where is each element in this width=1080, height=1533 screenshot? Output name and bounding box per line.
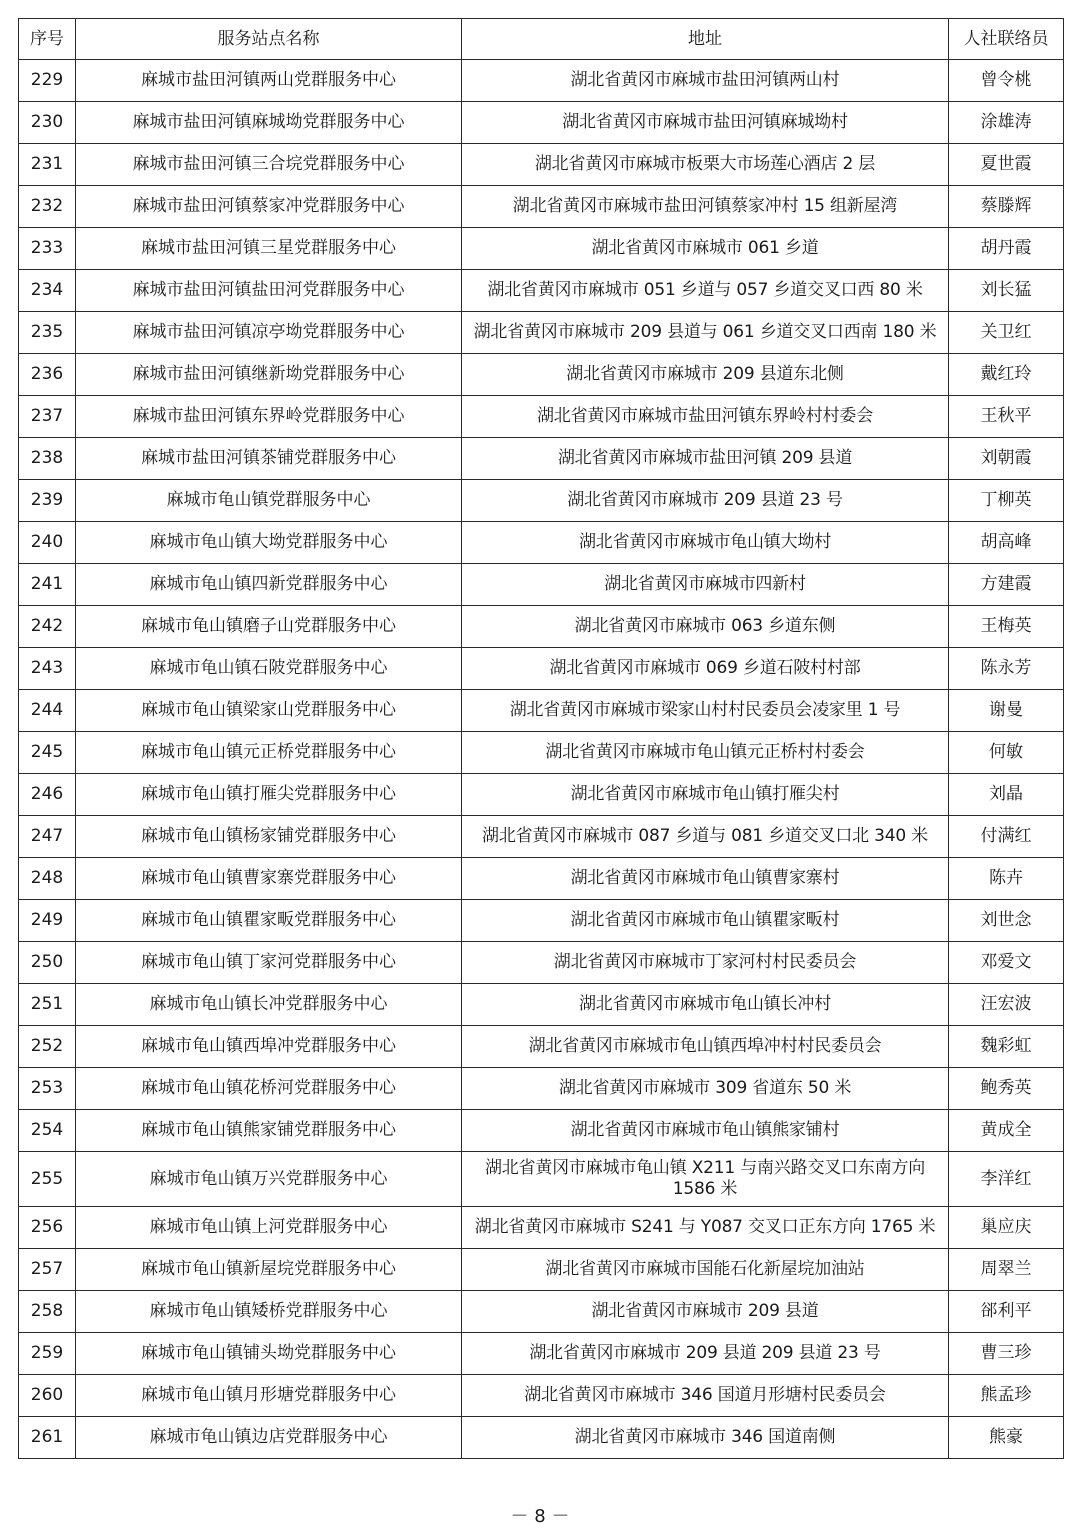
cell-contact: 刘朝霞: [949, 438, 1064, 480]
cell-station-name: 麻城市龟山镇西埠冲党群服务中心: [76, 1026, 462, 1068]
cell-contact: 涂雄涛: [949, 102, 1064, 144]
cell-contact: 蔡滕辉: [949, 186, 1064, 228]
cell-contact: 陈卉: [949, 858, 1064, 900]
cell-serial-no: 229: [19, 60, 76, 102]
cell-address: 湖北省黄冈市麻城市盐田河镇麻城坳村: [462, 102, 949, 144]
table-row: [19, 102, 1064, 144]
cell-station-name: 麻城市龟山镇瞿家畈党群服务中心: [76, 900, 462, 942]
cell-contact: 谢曼: [949, 690, 1064, 732]
cell-contact: 王秋平: [949, 396, 1064, 438]
cell-contact: 胡高峰: [949, 522, 1064, 564]
cell-address: 湖北省黄冈市麻城市国能石化新屋垸加油站: [462, 1249, 949, 1291]
cell-station-name: 麻城市龟山镇杨家铺党群服务中心: [76, 816, 462, 858]
cell-serial-no: 241: [19, 564, 76, 606]
cell-serial-no: 237: [19, 396, 76, 438]
cell-station-name: 麻城市盐田河镇盐田河党群服务中心: [76, 270, 462, 312]
table-row: [19, 942, 1064, 984]
cell-address: 湖北省黄冈市麻城市丁家河村村民委员会: [462, 942, 949, 984]
service-station-table: [18, 18, 1064, 1459]
cell-station-name: 麻城市盐田河镇继新坳党群服务中心: [76, 354, 462, 396]
cell-contact: 付满红: [949, 816, 1064, 858]
cell-address: 湖北省黄冈市麻城市四新村: [462, 564, 949, 606]
table-row: [19, 1026, 1064, 1068]
table-row: [19, 984, 1064, 1026]
table-row: [19, 438, 1064, 480]
table-header-row: [19, 19, 1064, 60]
cell-serial-no: 250: [19, 942, 76, 984]
header-address: 地址: [462, 19, 949, 60]
cell-station-name: 麻城市龟山镇花桥河党群服务中心: [76, 1068, 462, 1110]
table-row: [19, 690, 1064, 732]
cell-serial-no: 231: [19, 144, 76, 186]
cell-contact: 熊孟珍: [949, 1375, 1064, 1417]
cell-station-name: 麻城市盐田河镇三星党群服务中心: [76, 228, 462, 270]
table-row: [19, 1207, 1064, 1249]
cell-address: 湖北省黄冈市麻城市 209 县道 209 县道 23 号: [462, 1333, 949, 1375]
cell-address: 湖北省黄冈市麻城市 051 乡道与 057 乡道交叉口西 80 米: [462, 270, 949, 312]
cell-contact: 曾令桃: [949, 60, 1064, 102]
cell-address: 湖北省黄冈市麻城市 069 乡道石陂村村部: [462, 648, 949, 690]
cell-contact: 丁柳英: [949, 480, 1064, 522]
cell-contact: 汪宏波: [949, 984, 1064, 1026]
table-row: [19, 396, 1064, 438]
cell-address: 湖北省黄冈市麻城市盐田河镇东界岭村村委会: [462, 396, 949, 438]
cell-station-name: 麻城市盐田河镇麻城坳党群服务中心: [76, 102, 462, 144]
cell-address: 湖北省黄冈市麻城市 346 国道南侧: [462, 1417, 949, 1459]
table-row: [19, 480, 1064, 522]
table-row: [19, 732, 1064, 774]
cell-serial-no: 240: [19, 522, 76, 564]
cell-station-name: 麻城市龟山镇党群服务中心: [76, 480, 462, 522]
table-row: [19, 270, 1064, 312]
cell-station-name: 麻城市龟山镇元正桥党群服务中心: [76, 732, 462, 774]
cell-contact: 郤利平: [949, 1291, 1064, 1333]
cell-address: 湖北省黄冈市麻城市 087 乡道与 081 乡道交叉口北 340 米: [462, 816, 949, 858]
cell-contact: 刘长猛: [949, 270, 1064, 312]
table-row: [19, 1375, 1064, 1417]
table-row: [19, 900, 1064, 942]
cell-station-name: 麻城市龟山镇石陂党群服务中心: [76, 648, 462, 690]
cell-address: 湖北省黄冈市麻城市盐田河镇两山村: [462, 60, 949, 102]
cell-serial-no: 260: [19, 1375, 76, 1417]
table-row: [19, 1333, 1064, 1375]
header-contact: 人社联络员: [949, 19, 1064, 60]
cell-serial-no: 248: [19, 858, 76, 900]
table-row: [19, 144, 1064, 186]
header-station-name: 服务站点名称: [76, 19, 462, 60]
cell-station-name: 麻城市龟山镇梁家山党群服务中心: [76, 690, 462, 732]
cell-station-name: 麻城市龟山镇打雁尖党群服务中心: [76, 774, 462, 816]
cell-serial-no: 251: [19, 984, 76, 1026]
cell-address: 湖北省黄冈市麻城市龟山镇打雁尖村: [462, 774, 949, 816]
cell-contact: 魏彩虹: [949, 1026, 1064, 1068]
cell-serial-no: 243: [19, 648, 76, 690]
cell-serial-no: 234: [19, 270, 76, 312]
cell-address: 湖北省黄冈市麻城市 209 县道与 061 乡道交叉口西南 180 米: [462, 312, 949, 354]
cell-station-name: 麻城市龟山镇矮桥党群服务中心: [76, 1291, 462, 1333]
cell-station-name: 麻城市盐田河镇茶铺党群服务中心: [76, 438, 462, 480]
cell-serial-no: 257: [19, 1249, 76, 1291]
cell-serial-no: 239: [19, 480, 76, 522]
cell-address: 湖北省黄冈市麻城市 209 县道 23 号: [462, 480, 949, 522]
table-row: [19, 858, 1064, 900]
table-row: [19, 606, 1064, 648]
table-row: [19, 648, 1064, 690]
cell-serial-no: 258: [19, 1291, 76, 1333]
cell-serial-no: 236: [19, 354, 76, 396]
cell-station-name: 麻城市盐田河镇蔡家冲党群服务中心: [76, 186, 462, 228]
cell-address: 湖北省黄冈市麻城市梁家山村村民委员会凌家里 1 号: [462, 690, 949, 732]
cell-address: 湖北省黄冈市麻城市 063 乡道东侧: [462, 606, 949, 648]
cell-station-name: 麻城市盐田河镇凉亭坳党群服务中心: [76, 312, 462, 354]
cell-station-name: 麻城市龟山镇丁家河党群服务中心: [76, 942, 462, 984]
table-row: [19, 1249, 1064, 1291]
table-row: [19, 1417, 1064, 1459]
cell-address: 湖北省黄冈市麻城市龟山镇西埠冲村村民委员会: [462, 1026, 949, 1068]
cell-contact: 胡丹霞: [949, 228, 1064, 270]
cell-contact: 熊豪: [949, 1417, 1064, 1459]
cell-serial-no: 235: [19, 312, 76, 354]
cell-address: 湖北省黄冈市麻城市龟山镇 X211 与南兴路交叉口东南方向 1586 米: [462, 1152, 949, 1207]
cell-serial-no: 244: [19, 690, 76, 732]
table-row: [19, 522, 1064, 564]
cell-address: 湖北省黄冈市麻城市龟山镇大坳村: [462, 522, 949, 564]
cell-address: 湖北省黄冈市麻城市龟山镇熊家铺村: [462, 1110, 949, 1152]
table-row: [19, 60, 1064, 102]
cell-contact: 王梅英: [949, 606, 1064, 648]
cell-address: 湖北省黄冈市麻城市盐田河镇蔡家冲村 15 组新屋湾: [462, 186, 949, 228]
cell-contact: 曹三珍: [949, 1333, 1064, 1375]
cell-station-name: 麻城市龟山镇铺头坳党群服务中心: [76, 1333, 462, 1375]
cell-station-name: 麻城市盐田河镇东界岭党群服务中心: [76, 396, 462, 438]
table-row: [19, 1152, 1064, 1207]
cell-station-name: 麻城市龟山镇新屋垸党群服务中心: [76, 1249, 462, 1291]
cell-address: 湖北省黄冈市麻城市 309 省道东 50 米: [462, 1068, 949, 1110]
cell-serial-no: 259: [19, 1333, 76, 1375]
cell-contact: 戴红玲: [949, 354, 1064, 396]
table-row: [19, 186, 1064, 228]
cell-contact: 陈永芳: [949, 648, 1064, 690]
cell-serial-no: 253: [19, 1068, 76, 1110]
cell-address: 湖北省黄冈市麻城市 209 县道东北侧: [462, 354, 949, 396]
cell-serial-no: 247: [19, 816, 76, 858]
cell-serial-no: 252: [19, 1026, 76, 1068]
cell-serial-no: 230: [19, 102, 76, 144]
page-number: － 8 －: [510, 1506, 570, 1527]
table-row: [19, 564, 1064, 606]
cell-contact: 关卫红: [949, 312, 1064, 354]
table-row: [19, 312, 1064, 354]
table-row: [19, 1068, 1064, 1110]
cell-contact: 李洋红: [949, 1152, 1064, 1207]
cell-station-name: 麻城市龟山镇万兴党群服务中心: [76, 1152, 462, 1207]
cell-serial-no: 256: [19, 1207, 76, 1249]
cell-contact: 刘世念: [949, 900, 1064, 942]
table-row: [19, 1110, 1064, 1152]
cell-address: 湖北省黄冈市麻城市龟山镇长冲村: [462, 984, 949, 1026]
cell-serial-no: 255: [19, 1152, 76, 1207]
cell-address: 湖北省黄冈市麻城市龟山镇曹家寨村: [462, 858, 949, 900]
table-row: [19, 354, 1064, 396]
cell-station-name: 麻城市龟山镇熊家铺党群服务中心: [76, 1110, 462, 1152]
cell-serial-no: 245: [19, 732, 76, 774]
cell-contact: 黄成全: [949, 1110, 1064, 1152]
header-serial-no: 序号: [19, 19, 76, 60]
cell-contact: 方建霞: [949, 564, 1064, 606]
cell-serial-no: 261: [19, 1417, 76, 1459]
cell-station-name: 麻城市盐田河镇两山党群服务中心: [76, 60, 462, 102]
cell-address: 湖北省黄冈市麻城市 S241 与 Y087 交叉口正东方向 1765 米: [462, 1207, 949, 1249]
cell-station-name: 麻城市龟山镇四新党群服务中心: [76, 564, 462, 606]
cell-station-name: 麻城市盐田河镇三合垸党群服务中心: [76, 144, 462, 186]
cell-serial-no: 242: [19, 606, 76, 648]
cell-contact: 巢应庆: [949, 1207, 1064, 1249]
cell-station-name: 麻城市龟山镇边店党群服务中心: [76, 1417, 462, 1459]
cell-address: 湖北省黄冈市麻城市盐田河镇 209 县道: [462, 438, 949, 480]
table-row: [19, 774, 1064, 816]
cell-contact: 周翠兰: [949, 1249, 1064, 1291]
cell-contact: 夏世霞: [949, 144, 1064, 186]
cell-address: 湖北省黄冈市麻城市龟山镇瞿家畈村: [462, 900, 949, 942]
cell-contact: 刘晶: [949, 774, 1064, 816]
cell-contact: 邓爱文: [949, 942, 1064, 984]
cell-address: 湖北省黄冈市麻城市龟山镇元正桥村村委会: [462, 732, 949, 774]
cell-serial-no: 249: [19, 900, 76, 942]
cell-station-name: 麻城市龟山镇大坳党群服务中心: [76, 522, 462, 564]
cell-address: 湖北省黄冈市麻城市 061 乡道: [462, 228, 949, 270]
cell-serial-no: 254: [19, 1110, 76, 1152]
cell-address: 湖北省黄冈市麻城市板栗大市场莲心酒店 2 层: [462, 144, 949, 186]
table-body: [19, 60, 1064, 1459]
cell-station-name: 麻城市龟山镇长冲党群服务中心: [76, 984, 462, 1026]
cell-contact: 鲍秀英: [949, 1068, 1064, 1110]
table-row: [19, 228, 1064, 270]
cell-serial-no: 238: [19, 438, 76, 480]
cell-station-name: 麻城市龟山镇磨子山党群服务中心: [76, 606, 462, 648]
cell-address: 湖北省黄冈市麻城市 346 国道月形塘村民委员会: [462, 1375, 949, 1417]
cell-station-name: 麻城市龟山镇月形塘党群服务中心: [76, 1375, 462, 1417]
cell-station-name: 麻城市龟山镇上河党群服务中心: [76, 1207, 462, 1249]
cell-serial-no: 232: [19, 186, 76, 228]
cell-station-name: 麻城市龟山镇曹家寨党群服务中心: [76, 858, 462, 900]
cell-contact: 何敏: [949, 732, 1064, 774]
cell-serial-no: 233: [19, 228, 76, 270]
table-row: [19, 816, 1064, 858]
table-row: [19, 1291, 1064, 1333]
cell-address: 湖北省黄冈市麻城市 209 县道: [462, 1291, 949, 1333]
cell-serial-no: 246: [19, 774, 76, 816]
